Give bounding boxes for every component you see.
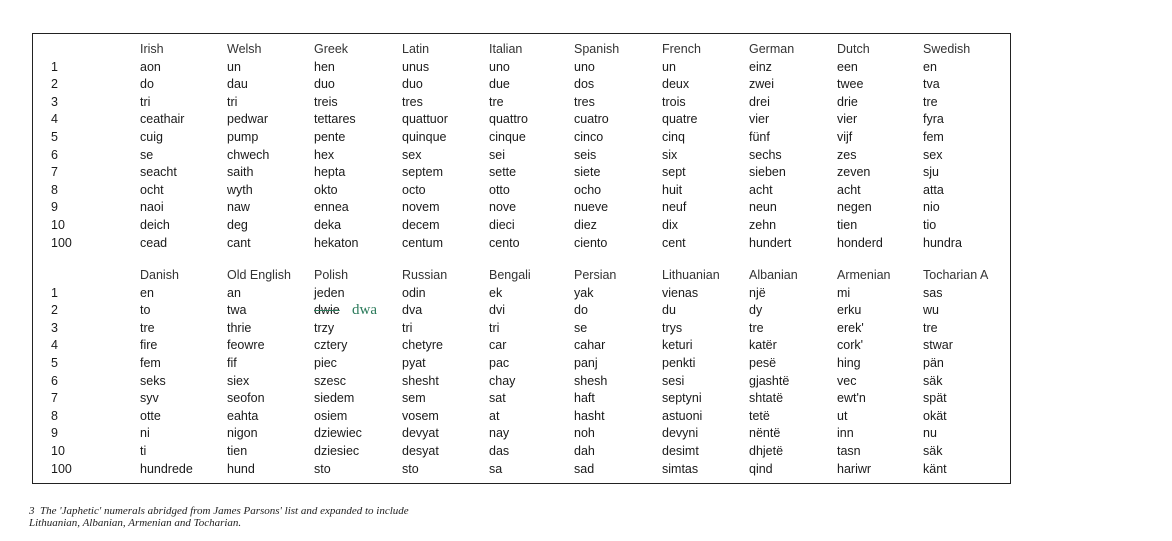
numeral-cell: an bbox=[227, 285, 241, 300]
numeral-cell: dieci bbox=[489, 217, 515, 232]
numeral-cell: neuf bbox=[662, 200, 687, 215]
numeral-cell: osiem bbox=[314, 408, 348, 423]
numeral-cell: devyni bbox=[662, 426, 699, 441]
numeral-cell: trzy bbox=[314, 320, 335, 335]
numeral-cell: tien bbox=[227, 443, 248, 458]
numeral-cell: chetyre bbox=[402, 338, 443, 353]
numeral-cell: eahta bbox=[227, 408, 259, 423]
numeral-cell: dwie bbox=[314, 303, 340, 318]
table-row bbox=[33, 355, 1010, 373]
numeral-cell: ni bbox=[140, 426, 150, 441]
numeral-cell: acht bbox=[837, 182, 861, 197]
numeral-cell: sad bbox=[574, 461, 595, 476]
numeral-cell: sas bbox=[923, 285, 943, 300]
caption-text: The 'Japhetic' numerals abridged from James Parsons' list and expanded to include bbox=[40, 505, 409, 517]
row-number: 4 bbox=[51, 112, 58, 127]
numeral-cell: sieben bbox=[749, 165, 786, 180]
numeral-cell: quattuor bbox=[402, 112, 448, 127]
table-row bbox=[33, 425, 1010, 443]
numeral-cell: erek' bbox=[837, 320, 864, 335]
row-number: 9 bbox=[51, 426, 58, 441]
numeral-cell: vec bbox=[837, 373, 857, 388]
numeral-cell: dvi bbox=[489, 303, 505, 318]
row-number: 1 bbox=[51, 285, 58, 300]
numeral-cell: noh bbox=[574, 426, 595, 441]
numeral-cell: cento bbox=[489, 235, 520, 250]
numeral-cell: een bbox=[837, 59, 858, 74]
numeral-cell: do bbox=[574, 303, 588, 318]
numeral-cell: sesi bbox=[662, 373, 685, 388]
numeral-cell: okto bbox=[314, 182, 338, 197]
numeral-cell: trois bbox=[662, 94, 686, 109]
numeral-cell: to bbox=[140, 303, 151, 318]
numeral-cell: sju bbox=[923, 165, 939, 180]
numeral-cell: vier bbox=[749, 112, 770, 127]
row-number: 2 bbox=[51, 77, 58, 92]
numeral-cell: cant bbox=[227, 235, 251, 250]
table-row bbox=[33, 147, 1010, 165]
numeral-cell: otto bbox=[489, 182, 510, 197]
row-number: 100 bbox=[51, 235, 72, 250]
row-number: 4 bbox=[51, 338, 58, 353]
numeral-cell: erku bbox=[837, 303, 862, 318]
numeral-cell: penkti bbox=[662, 355, 696, 370]
numeral-cell: nay bbox=[489, 426, 510, 441]
numeral-cell: tri bbox=[402, 320, 413, 335]
numeral-cell: six bbox=[662, 147, 678, 162]
numeral-cell: ut bbox=[837, 408, 848, 423]
numeral-cell: siete bbox=[574, 165, 601, 180]
column-header: Spanish bbox=[574, 42, 620, 56]
numeral-cell: otte bbox=[140, 408, 161, 423]
numeral-cell: chay bbox=[489, 373, 516, 388]
numeral-cell: ceathair bbox=[140, 112, 185, 127]
numeral-cell: nu bbox=[923, 426, 937, 441]
numeral-cell: sto bbox=[402, 461, 419, 476]
numeral-cell: dy bbox=[749, 303, 763, 318]
table-row bbox=[33, 320, 1010, 338]
numeral-cell: chwech bbox=[227, 147, 270, 162]
numeral-cell: ciento bbox=[574, 235, 608, 250]
numeral-cell: cent bbox=[662, 235, 686, 250]
table-row bbox=[33, 199, 1010, 217]
table-row bbox=[33, 164, 1010, 182]
table-row bbox=[33, 182, 1010, 200]
numeral-cell: car bbox=[489, 338, 507, 353]
numeral-cell: das bbox=[489, 443, 510, 458]
numeral-cell: septyni bbox=[662, 391, 702, 406]
column-header: Persian bbox=[574, 268, 617, 282]
row-number: 2 bbox=[51, 303, 58, 318]
column-header: Irish bbox=[140, 42, 164, 56]
numeral-cell: pyat bbox=[402, 355, 426, 370]
numeral-cell: sechs bbox=[749, 147, 782, 162]
column-header: Russian bbox=[402, 268, 448, 282]
numeral-cell: centum bbox=[402, 235, 443, 250]
numeral-cell: octo bbox=[402, 182, 426, 197]
row-number: 6 bbox=[51, 147, 58, 162]
caption-line-2: Lithuanian, Albanian, Armenian and Tocharian. bbox=[29, 517, 242, 529]
numeral-cell: dah bbox=[574, 443, 595, 458]
numeral-cell: hundert bbox=[749, 235, 792, 250]
table-row bbox=[33, 461, 1010, 479]
numeral-cell: cinco bbox=[574, 129, 604, 144]
caption-line-1 bbox=[29, 505, 409, 517]
numeral-cell: cuatro bbox=[574, 112, 609, 127]
numeral-cell: unus bbox=[402, 59, 430, 74]
numeral-cell: inn bbox=[837, 426, 854, 441]
numeral-cell: sex bbox=[402, 147, 422, 162]
numeral-cell: hundra bbox=[923, 235, 962, 250]
numeral-cell: katër bbox=[749, 338, 777, 353]
numeral-cell: seis bbox=[574, 147, 597, 162]
numeral-cell: un bbox=[662, 59, 676, 74]
numeral-cell: dziesiec bbox=[314, 443, 360, 458]
numeral-cell: shtatë bbox=[749, 391, 784, 406]
numeral-cell: dziewiec bbox=[314, 426, 362, 441]
numeral-cell: du bbox=[662, 303, 676, 318]
table-row bbox=[33, 337, 1010, 355]
numeral-cell: due bbox=[489, 77, 510, 92]
numeral-cell: acht bbox=[749, 182, 773, 197]
numeral-cell: tio bbox=[923, 217, 937, 232]
column-header: Italian bbox=[489, 42, 523, 56]
numeral-cell: decem bbox=[402, 217, 440, 232]
numeral-cell: tri bbox=[140, 94, 151, 109]
figure-caption bbox=[29, 505, 409, 529]
numeral-cell: syv bbox=[140, 391, 159, 406]
column-header: Albanian bbox=[749, 268, 798, 282]
numeral-cell: gjashtë bbox=[749, 373, 790, 388]
numeral-cell: astuoni bbox=[662, 408, 703, 423]
numeral-cell: hasht bbox=[574, 408, 605, 423]
numeral-cell: quatre bbox=[662, 112, 698, 127]
numeral-cell: tre bbox=[923, 94, 938, 109]
numeral-cell: nueve bbox=[574, 200, 609, 215]
numeral-cell: en bbox=[140, 285, 154, 300]
column-header: Latin bbox=[402, 42, 430, 56]
numeral-cell: känt bbox=[923, 461, 947, 476]
row-number: 9 bbox=[51, 200, 58, 215]
numeral-cell: diez bbox=[574, 217, 597, 232]
numeral-cell: zwei bbox=[749, 77, 775, 92]
numeral-cell: ewt'n bbox=[837, 391, 866, 406]
numeral-cell: säk bbox=[923, 373, 943, 388]
numeral-cell: sto bbox=[314, 461, 331, 476]
numeral-cell: säk bbox=[923, 443, 943, 458]
numeral-cell: cinque bbox=[489, 129, 526, 144]
numeral-cell: naoi bbox=[140, 200, 164, 215]
numeral-cell: tre bbox=[923, 320, 938, 335]
numeral-cell: sept bbox=[662, 165, 686, 180]
column-header: French bbox=[662, 42, 701, 56]
column-header: Swedish bbox=[923, 42, 971, 56]
numeral-cell: zes bbox=[837, 147, 857, 162]
numeral-cell: pac bbox=[489, 355, 510, 370]
row-number: 10 bbox=[51, 443, 65, 458]
row-number: 5 bbox=[51, 129, 58, 144]
numeral-cell: uno bbox=[574, 59, 595, 74]
table-section-top bbox=[33, 41, 1010, 252]
numeral-cell: do bbox=[140, 77, 154, 92]
numeral-cell: zeven bbox=[837, 165, 871, 180]
numeral-cell: hundrede bbox=[140, 461, 193, 476]
table-row bbox=[33, 76, 1010, 94]
numeral-cell: keturi bbox=[662, 338, 693, 353]
column-header: Danish bbox=[140, 268, 179, 282]
numeral-cell: haft bbox=[574, 391, 595, 406]
table-row bbox=[33, 443, 1010, 461]
numeral-cell: jeden bbox=[314, 285, 345, 300]
numeral-cell: hepta bbox=[314, 165, 346, 180]
numeral-cell: stwar bbox=[923, 338, 953, 353]
numeral-cell: tri bbox=[227, 94, 238, 109]
numeral-cell: deg bbox=[227, 217, 248, 232]
table-row bbox=[33, 235, 1010, 253]
numeral-cell: yak bbox=[574, 285, 594, 300]
handwritten-correction: dwa bbox=[352, 302, 377, 319]
numeral-cell: sat bbox=[489, 391, 506, 406]
numeral-cell: cork' bbox=[837, 338, 864, 353]
numeral-cell: sa bbox=[489, 461, 503, 476]
numeral-cell: ocht bbox=[140, 182, 164, 197]
column-header: Welsh bbox=[227, 42, 262, 56]
numeral-cell: ti bbox=[140, 443, 147, 458]
numeral-cell: duo bbox=[402, 77, 423, 92]
numeral-cell: feowre bbox=[227, 338, 265, 353]
numeral-cell: at bbox=[489, 408, 500, 423]
numeral-cell: uno bbox=[489, 59, 510, 74]
table-row bbox=[33, 285, 1010, 303]
numeral-cell: honderd bbox=[837, 235, 883, 250]
numeral-cell: fif bbox=[227, 355, 237, 370]
table-row bbox=[33, 217, 1010, 235]
numeral-cell: tre bbox=[489, 94, 504, 109]
numeral-cell: drei bbox=[749, 94, 770, 109]
numeral-cell: hex bbox=[314, 147, 335, 162]
numeral-cell: seks bbox=[140, 373, 166, 388]
numeral-cell: fire bbox=[140, 338, 158, 353]
caption-number: 3 bbox=[29, 505, 35, 517]
header-row bbox=[33, 41, 1010, 59]
table-row bbox=[33, 94, 1010, 112]
numeral-cell: fem bbox=[140, 355, 161, 370]
numeral-cell: se bbox=[574, 320, 588, 335]
numeral-cell: septem bbox=[402, 165, 443, 180]
numeral-cell: quattro bbox=[489, 112, 528, 127]
column-header: Old English bbox=[227, 268, 291, 282]
column-header: Armenian bbox=[837, 268, 891, 282]
row-number: 100 bbox=[51, 461, 72, 476]
numeral-cell: dhjetë bbox=[749, 443, 784, 458]
numeral-cell: shesht bbox=[402, 373, 439, 388]
column-header: Dutch bbox=[837, 42, 870, 56]
numeral-cell: qind bbox=[749, 461, 773, 476]
numeral-cell: shesh bbox=[574, 373, 608, 388]
numeral-cell: vienas bbox=[662, 285, 699, 300]
numeral-cell: cead bbox=[140, 235, 168, 250]
column-header: Greek bbox=[314, 42, 349, 56]
numeral-cell: sei bbox=[489, 147, 505, 162]
row-number: 3 bbox=[51, 94, 58, 109]
row-number: 8 bbox=[51, 408, 58, 423]
numerals-table bbox=[32, 33, 1011, 484]
numeral-cell: drie bbox=[837, 94, 858, 109]
numeral-cell: szesc bbox=[314, 373, 346, 388]
numeral-cell: dva bbox=[402, 303, 423, 318]
table-row bbox=[33, 111, 1010, 129]
numeral-cell: deux bbox=[662, 77, 690, 92]
numeral-cell: duo bbox=[314, 77, 335, 92]
numeral-cell: saith bbox=[227, 165, 254, 180]
numeral-cell: huit bbox=[662, 182, 683, 197]
numeral-cell: cahar bbox=[574, 338, 606, 353]
table-row bbox=[33, 408, 1010, 426]
table-row bbox=[33, 373, 1010, 391]
numeral-cell: seofon bbox=[227, 391, 265, 406]
numeral-cell: treis bbox=[314, 94, 338, 109]
numeral-cell: panj bbox=[574, 355, 598, 370]
numeral-cell: simtas bbox=[662, 461, 699, 476]
numeral-cell: novem bbox=[402, 200, 440, 215]
column-header: Bengali bbox=[489, 268, 531, 282]
numeral-cell: pedwar bbox=[227, 112, 268, 127]
table-section-bottom bbox=[33, 267, 1010, 478]
numeral-cell: tva bbox=[923, 77, 940, 92]
numeral-cell: atta bbox=[923, 182, 944, 197]
numeral-cell: nio bbox=[923, 200, 940, 215]
table-row bbox=[33, 59, 1010, 77]
numeral-cell: tres bbox=[402, 94, 423, 109]
numeral-cell: nove bbox=[489, 200, 517, 215]
numeral-cell: mi bbox=[837, 285, 851, 300]
numeral-cell: hing bbox=[837, 355, 861, 370]
column-header: Polish bbox=[314, 268, 349, 282]
row-number: 6 bbox=[51, 373, 58, 388]
header-row bbox=[33, 267, 1010, 285]
numeral-cell: cztery bbox=[314, 338, 348, 353]
row-number: 5 bbox=[51, 355, 58, 370]
numeral-cell: desyat bbox=[402, 443, 439, 458]
numeral-cell: nigon bbox=[227, 426, 258, 441]
numeral-cell: sem bbox=[402, 391, 426, 406]
numeral-cell: pän bbox=[923, 355, 944, 370]
numeral-cell: negen bbox=[837, 200, 872, 215]
numeral-cell: tres bbox=[574, 94, 595, 109]
numeral-cell: naw bbox=[227, 200, 250, 215]
numeral-cell: vosem bbox=[402, 408, 439, 423]
numeral-cell: quinque bbox=[402, 129, 447, 144]
column-header: German bbox=[749, 42, 795, 56]
numeral-cell: siedem bbox=[314, 391, 355, 406]
numeral-cell: sex bbox=[923, 147, 943, 162]
numeral-cell: spät bbox=[923, 391, 947, 406]
numeral-cell: okät bbox=[923, 408, 947, 423]
table-row bbox=[33, 302, 1010, 320]
numeral-cell: nëntë bbox=[749, 426, 781, 441]
numeral-cell: neun bbox=[749, 200, 777, 215]
numeral-cell: pump bbox=[227, 129, 259, 144]
numeral-cell: aon bbox=[140, 59, 161, 74]
numeral-cell: ek bbox=[489, 285, 503, 300]
numeral-cell: tre bbox=[140, 320, 155, 335]
row-number: 3 bbox=[51, 320, 58, 335]
numeral-cell: deich bbox=[140, 217, 170, 232]
numeral-cell: en bbox=[923, 59, 937, 74]
numeral-cell: cinq bbox=[662, 129, 685, 144]
numeral-cell: thrie bbox=[227, 320, 252, 335]
table-row bbox=[33, 129, 1010, 147]
numeral-cell: odin bbox=[402, 285, 426, 300]
numeral-cell: se bbox=[140, 147, 154, 162]
numeral-cell: zehn bbox=[749, 217, 777, 232]
numeral-cell: twa bbox=[227, 303, 247, 318]
numeral-cell: ocho bbox=[574, 182, 602, 197]
numeral-cell: wyth bbox=[227, 182, 253, 197]
row-number: 10 bbox=[51, 217, 65, 232]
numeral-cell: fyra bbox=[923, 112, 944, 127]
numeral-cell: tri bbox=[489, 320, 500, 335]
numeral-cell: dau bbox=[227, 77, 248, 92]
numeral-cell: tien bbox=[837, 217, 858, 232]
numeral-cell: devyat bbox=[402, 426, 439, 441]
numeral-cell: siex bbox=[227, 373, 250, 388]
numeral-cell: trys bbox=[662, 320, 683, 335]
row-number: 7 bbox=[51, 165, 58, 180]
numeral-cell: piec bbox=[314, 355, 337, 370]
numeral-cell: tettares bbox=[314, 112, 356, 127]
numeral-cell: desimt bbox=[662, 443, 699, 458]
numeral-cell: cuig bbox=[140, 129, 163, 144]
numeral-cell: un bbox=[227, 59, 241, 74]
numeral-cell: hen bbox=[314, 59, 335, 74]
numeral-cell: dos bbox=[574, 77, 595, 92]
numeral-cell: vijf bbox=[837, 129, 853, 144]
numeral-cell: një bbox=[749, 285, 766, 300]
numeral-cell: pente bbox=[314, 129, 346, 144]
numeral-cell: fünf bbox=[749, 129, 770, 144]
numeral-cell: hekaton bbox=[314, 235, 359, 250]
row-number: 7 bbox=[51, 391, 58, 406]
numeral-cell: hund bbox=[227, 461, 255, 476]
numeral-cell: wu bbox=[923, 303, 939, 318]
numeral-cell: seacht bbox=[140, 165, 177, 180]
numeral-cell: hariwr bbox=[837, 461, 872, 476]
numeral-cell: tetë bbox=[749, 408, 770, 423]
numeral-cell: einz bbox=[749, 59, 772, 74]
table-row bbox=[33, 390, 1010, 408]
numeral-cell: dix bbox=[662, 217, 678, 232]
numeral-cell: pesë bbox=[749, 355, 777, 370]
numeral-cell: tre bbox=[749, 320, 764, 335]
numeral-cell: fem bbox=[923, 129, 944, 144]
numeral-cell: ennea bbox=[314, 200, 349, 215]
row-number: 8 bbox=[51, 182, 58, 197]
numeral-cell: sette bbox=[489, 165, 517, 180]
numeral-cell: vier bbox=[837, 112, 858, 127]
numeral-cell: tasn bbox=[837, 443, 861, 458]
column-header: Tocharian A bbox=[923, 268, 989, 282]
numeral-cell: deka bbox=[314, 217, 342, 232]
column-header: Lithuanian bbox=[662, 268, 720, 282]
row-number: 1 bbox=[51, 59, 58, 74]
numeral-cell: twee bbox=[837, 77, 864, 92]
